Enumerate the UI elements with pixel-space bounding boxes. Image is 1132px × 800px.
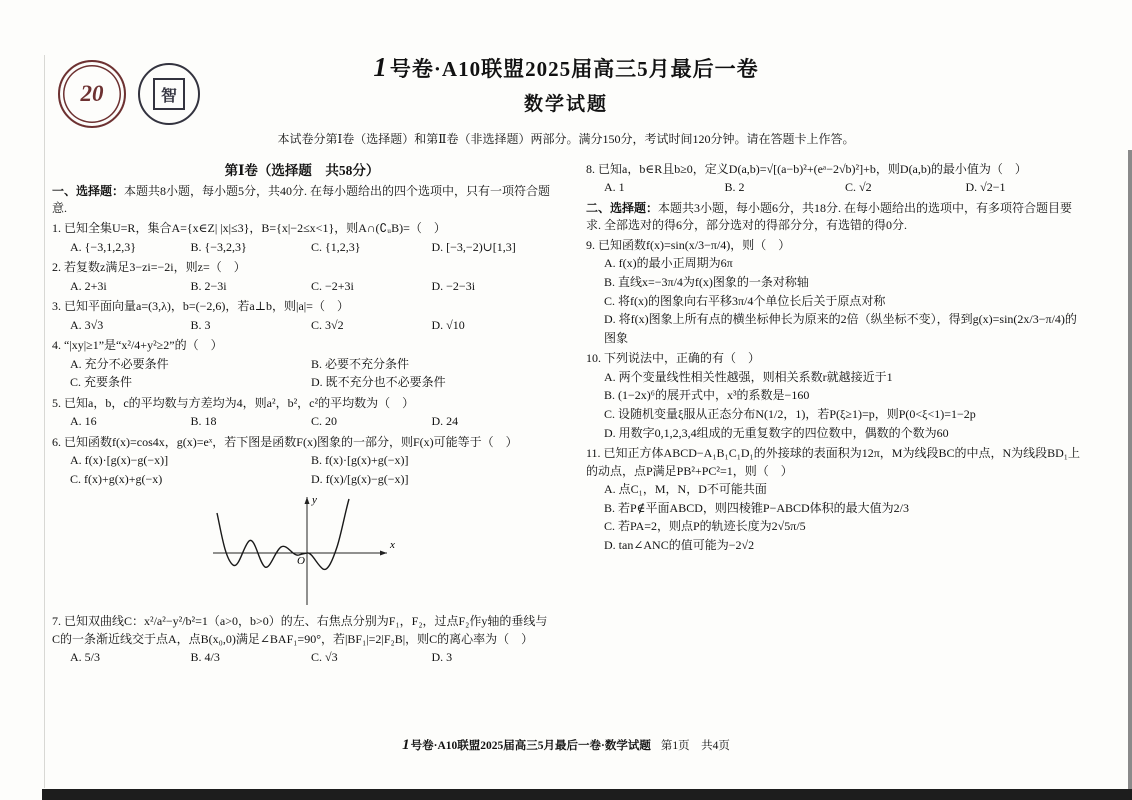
section1-intro-text: 本题共8小题，每小题5分，共40分. 在每小题给出的四个选项中，只有一项符合题意. (52, 184, 551, 216)
question-11-option-d: D. tan∠ANC的值可能为−2√2 (604, 537, 755, 552)
section2-intro-label: 二、选择题： (586, 200, 659, 215)
question-3-options (52, 316, 552, 335)
origin-label: O (297, 555, 305, 568)
question-6 (52, 434, 552, 489)
question-11 (586, 445, 1086, 554)
function-graph-svg (207, 491, 397, 609)
question-2-option-a: A. 2+3i (70, 278, 107, 293)
question-11-stem: 11. 已知正方体ABCD−A₁B₁C₁D₁的外接球的表面积为12π，M为线段BC的中点，N为线段BD₁上的动点，点P满足PB²+PC²=1，则（ ） (586, 446, 1080, 478)
question-11-option-b: B. 若P∉平面ABCD，则四棱锥P−ABCD体积的最大值为2/3 (604, 500, 910, 515)
question-10-stem: 10. 下列说法中，正确的有（ ） (586, 351, 761, 366)
question-9-option-a: A. f(x)的最小正周期为6π (604, 256, 733, 271)
seal-left-glyph: 20 (80, 81, 104, 106)
question-10-option-b: B. (1−2x)⁶的展开式中，x³的系数是−160 (604, 388, 810, 403)
question-2-option-c: C. −2+3i (311, 278, 354, 293)
question-7 (52, 613, 552, 666)
left-column (52, 161, 552, 717)
question-7-stem: 7. 已知双曲线C：x²/a²−y²/b²=1（a>0，b>0）的左、右焦点分别为F₁，F₂，过点F₂作y轴的垂线与C的一条渐近线交于点A，点B(x₀,0)满足∠BAF₁=90°，若|BF₁|=2|F₂B|，则C的离心率为（ ） (52, 614, 548, 646)
question-9-option-d: D. 将f(x)图象上所有点的横坐标伸长为原来的2倍（纵坐标不变），得到g(x)=sin(2x/3−π/4)的图象 (604, 312, 1077, 345)
question-7-option-c: C. √3 (311, 650, 338, 665)
question-6-options (52, 451, 552, 488)
question-7-option-d: D. 3 (431, 650, 453, 665)
question-5 (52, 395, 552, 431)
question-1-options (52, 238, 552, 257)
question-7-options (52, 648, 552, 667)
question-4-options (52, 355, 552, 392)
question-3-option-b: B. 3 (190, 317, 211, 332)
question-1-stem: 1. 已知全集U=R，集合A={x∈Z| |x|≤3}，B={x|−2≤x<1}，则A∩(∁ᵤB)=（ ） (52, 221, 446, 236)
question-5-options (52, 412, 552, 431)
question-9-option-b: B. 直线x=−3π/4为f(x)图象的一条对称轴 (604, 275, 809, 290)
question-4-stem: 4. “|xy|≥1”是“x²/4+y²≥2”的（ ） (52, 338, 223, 353)
question-10-options (586, 368, 1086, 442)
right-column (586, 161, 1086, 717)
scan-edge-left (44, 55, 45, 788)
question-8-option-c: C. √2 (845, 180, 872, 195)
question-8-options (586, 178, 1086, 197)
question-10-option-d: D. 用数字0,1,2,3,4组成的无重复数字的四位数中，偶数的个数为60 (604, 425, 949, 440)
question-10-option-c: C. 设随机变量ξ服从正态分布N(1/2，1)，若P(ξ≥1)=p，则P(0<ξ<1)=1−2p (604, 406, 976, 421)
scan-edge-bottom (42, 789, 1132, 800)
question-9-option-c: C. 将f(x)的图象向右平移3π/4个单位长后关于原点对称 (604, 293, 886, 308)
question-7-option-b: B. 4/3 (190, 650, 220, 665)
school-seals (58, 60, 200, 128)
school-seal-right-icon (138, 63, 200, 125)
question-10-option-a: A. 两个变量线性相关性越强，则相关系数r就越接近于1 (604, 369, 893, 384)
question-2-option-d: D. −2−3i (431, 278, 476, 293)
question-8 (586, 161, 1086, 197)
question-1-option-c: C. {1,2,3} (311, 239, 361, 254)
question-9 (586, 237, 1086, 347)
question-2 (52, 259, 552, 295)
question-4-option-d: D. 既不充分也不必要条件 (311, 375, 446, 390)
x-axis-arrow-icon (380, 551, 387, 556)
section1-title: 第Ⅰ卷（选择题 共58分） (224, 163, 380, 178)
question-1 (52, 220, 552, 256)
footer-page-number: 第1页 共4页 (660, 740, 730, 752)
question-4-option-c: C. 充要条件 (70, 375, 133, 390)
question-6-stem: 6. 已知函数f(x)=cos4x，g(x)=eˣ，若下图是函数F(x)图象的一部分，则F(x)可能等于（ ） (52, 434, 518, 449)
question-5-option-c: C. 20 (311, 414, 338, 429)
section2-intro-text: 本题共3小题，每小题6分，共18分. 在每小题给出的选项中，有多项符合题目要求. 全部选对的得6分，部分选对的得部分分，有选错的得0分. (586, 200, 1073, 233)
question-9-stem: 9. 已知函数f(x)=sin(x/3−π/4)，则（ ） (586, 238, 791, 253)
paper-subtitle: 数学试题 (523, 94, 608, 115)
question-7-option-a: A. 5/3 (70, 650, 100, 665)
question-8-option-d: D. √2−1 (965, 180, 1006, 195)
question-11-options (586, 480, 1086, 554)
seal-right-glyph: 智 (153, 78, 185, 110)
question-11-option-a: A. 点C₁，M，N，D不可能共面 (604, 481, 767, 496)
question-6-option-d: D. f(x)/[g(x)−g(−x)] (311, 471, 409, 486)
question-3-option-d: D. √10 (431, 317, 465, 332)
page-footer (0, 737, 1132, 754)
question-5-stem: 5. 已知a，b，c的平均数与方差均为4，则a²，b²，c²的平均数为（ ） (52, 395, 415, 410)
question-1-option-a: A. {−3,1,2,3} (70, 239, 136, 254)
question-6-option-c: C. f(x)+g(x)+g(−x) (70, 471, 163, 486)
question-1-option-b: B. {−3,2,3} (190, 239, 247, 254)
question-5-option-d: D. 24 (431, 414, 459, 429)
title-stylized-one: 1 (373, 52, 388, 82)
x-axis-label: x (390, 539, 395, 552)
question-8-stem: 8. 已知a，b∈R且b≥0，定义D(a,b)=√[(a−b)²+(eᵃ−2√b)²]+b，则D(a,b)的最小值为（ ） (586, 162, 1027, 176)
question-4 (52, 337, 552, 392)
function-curve (217, 499, 349, 569)
question-5-option-a: A. 16 (70, 414, 97, 429)
question-8-option-a: A. 1 (604, 180, 625, 195)
question-3-option-c: C. 3√2 (311, 317, 344, 332)
question-10 (586, 350, 1086, 442)
question-3-stem: 3. 已知平面向量a=(3,λ)，b=(−2,6)，若a⊥b，则|a|=（ ） (52, 299, 349, 314)
question-2-option-b: B. 2−3i (190, 278, 227, 293)
title-text: 号卷·A10联盟2025届高三5月最后一卷 (389, 57, 759, 81)
footer-text: 号卷·A10联盟2025届高三5月最后一卷·数学试题 (410, 740, 651, 752)
question-2-stem: 2. 若复数z满足3−zi=−2i，则z=（ ） (52, 260, 246, 275)
footer-stylized-one: 1 (402, 737, 410, 753)
section1-intro-label: 一、选择题： (52, 184, 125, 199)
y-axis-label: y (312, 494, 317, 507)
question-1-option-d: D. [−3,−2)∪[1,3] (431, 239, 516, 254)
school-seal-left-icon (58, 60, 126, 128)
question-3 (52, 298, 552, 334)
section1-intro (52, 183, 552, 217)
question-5-option-b: B. 18 (190, 414, 217, 429)
exam-note: 本试卷分第Ⅰ卷（选择题）和第Ⅱ卷（非选择题）两部分。满分150分，考试时间120分钟。请在答题卡上作答。 (277, 132, 855, 146)
scan-edge-right (1128, 150, 1132, 789)
question-4-option-b: B. 必要不充分条件 (311, 356, 410, 371)
question-11-option-c: C. 若PA=2，则点P的轨迹长度为2√5π/5 (604, 519, 806, 534)
question-8-option-b: B. 2 (724, 180, 745, 195)
section2-intro (586, 200, 1086, 234)
question-3-option-a: A. 3√3 (70, 317, 104, 332)
question-6-option-b: B. f(x)·[g(x)+g(−x)] (311, 453, 409, 468)
question-4-option-a: A. 充分不必要条件 (70, 356, 169, 371)
y-axis-arrow-icon (305, 497, 310, 504)
function-graph-figure (52, 491, 552, 609)
question-2-options (52, 277, 552, 296)
paper-body (0, 161, 1132, 717)
question-6-option-a: A. f(x)·[g(x)−g(−x)] (70, 453, 169, 468)
question-9-options (586, 254, 1086, 347)
